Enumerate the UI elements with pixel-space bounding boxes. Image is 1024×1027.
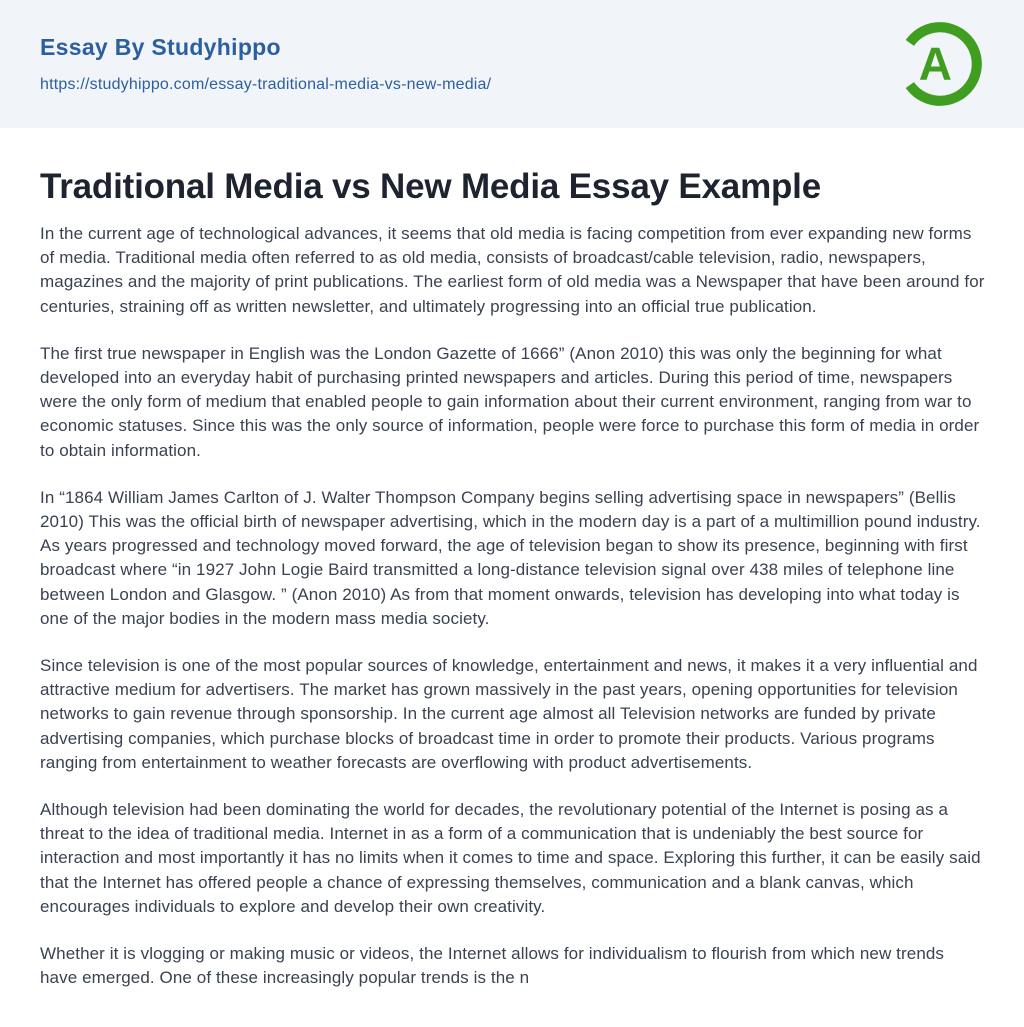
page-header <box>0 0 1024 128</box>
source-url-link[interactable]: https://studyhippo.com/essay-traditional-media-vs-new-media/ <box>40 76 492 93</box>
logo-letter: A <box>918 37 953 90</box>
essay-paragraph: Whether it is vlogging or making music or videos, the Internet allows for individualism to flourish from which new trends have emerged. One of these increasingly popular trends is the n <box>40 944 945 988</box>
essay-paragraph: In “1864 William James Carlton of J. Walter Thompson Company begins selling advertising space in newspapers” (Bellis 2010) This was the official birth of newspaper advertising, which in the modern day is a part of a multimillion pound industry. As years progressed and technology moved forward, the age of television began to show its presence, beginning with first broadcast where “in 1927 John Logie Baird transmitted a long-distance television signal over 438 miles of telephone line between London and Glasgow. ” (Anon 2010) As from that moment onwards, television has developing into what today is one of the major bodies in the modern mass media society. <box>40 487 981 628</box>
studyhippo-logo[interactable] <box>894 18 986 110</box>
essay-paragraph: In the current age of technological advances, it seems that old media is facing competition from ever expanding new forms of media. Traditional media often referred to as old media, consists of broadcast/cable television, radio, newspapers, magazines and the majority of print publications. The earliest form of old media was a Newspaper that have been around for centuries, straining off as written newsletter, and ultimately progressing into an official true publication. <box>40 224 985 316</box>
essay-paragraph: The first true newspaper in English was the London Gazette of 1666” (Anon 2010) this was only the beginning for what developed into an everyday habit of purchasing printed newspapers and articles. During this period of time, newspapers were the only form of medium that enabled people to gain information about their current environment, ranging from war to economic statuses. Since this was the only source of information, people were force to purchase this form of media in order to obtain information. <box>40 343 980 460</box>
logo-arc-icon <box>894 18 986 110</box>
essay-paragraph: Although television had been dominating the world for decades, the revolutionary potential of the Internet is posing as a threat to the idea of traditional media. Internet in as a form of a communication that is undeniably the best source for interaction and most importantly it has no limits when it comes to time and space. Exploring this further, it can be easily said that the Internet has offered people a chance of expressing themselves, communication and a blank canvas, which encourages individuals to explore and develop their own creativity. <box>40 800 981 916</box>
essay-title: Traditional Media vs New Media Essay Example <box>40 167 821 206</box>
essay-content <box>0 128 1024 990</box>
header-text-block <box>40 34 491 94</box>
site-title: Essay By Studyhippo <box>40 34 281 60</box>
essay-paragraph: Since television is one of the most popular sources of knowledge, entertainment and news, it makes it a very influential and attractive medium for advertisers. The market has grown massively in the past years, opening opportunities for television networks to gain revenue through sponsorship. In the current age almost all Television networks are funded by private advertising companies, which purchase blocks of broadcast time in order to promote their products. Various programs ranging from entertainment to weather forecasts are overflowing with product advertisements. <box>40 656 978 772</box>
